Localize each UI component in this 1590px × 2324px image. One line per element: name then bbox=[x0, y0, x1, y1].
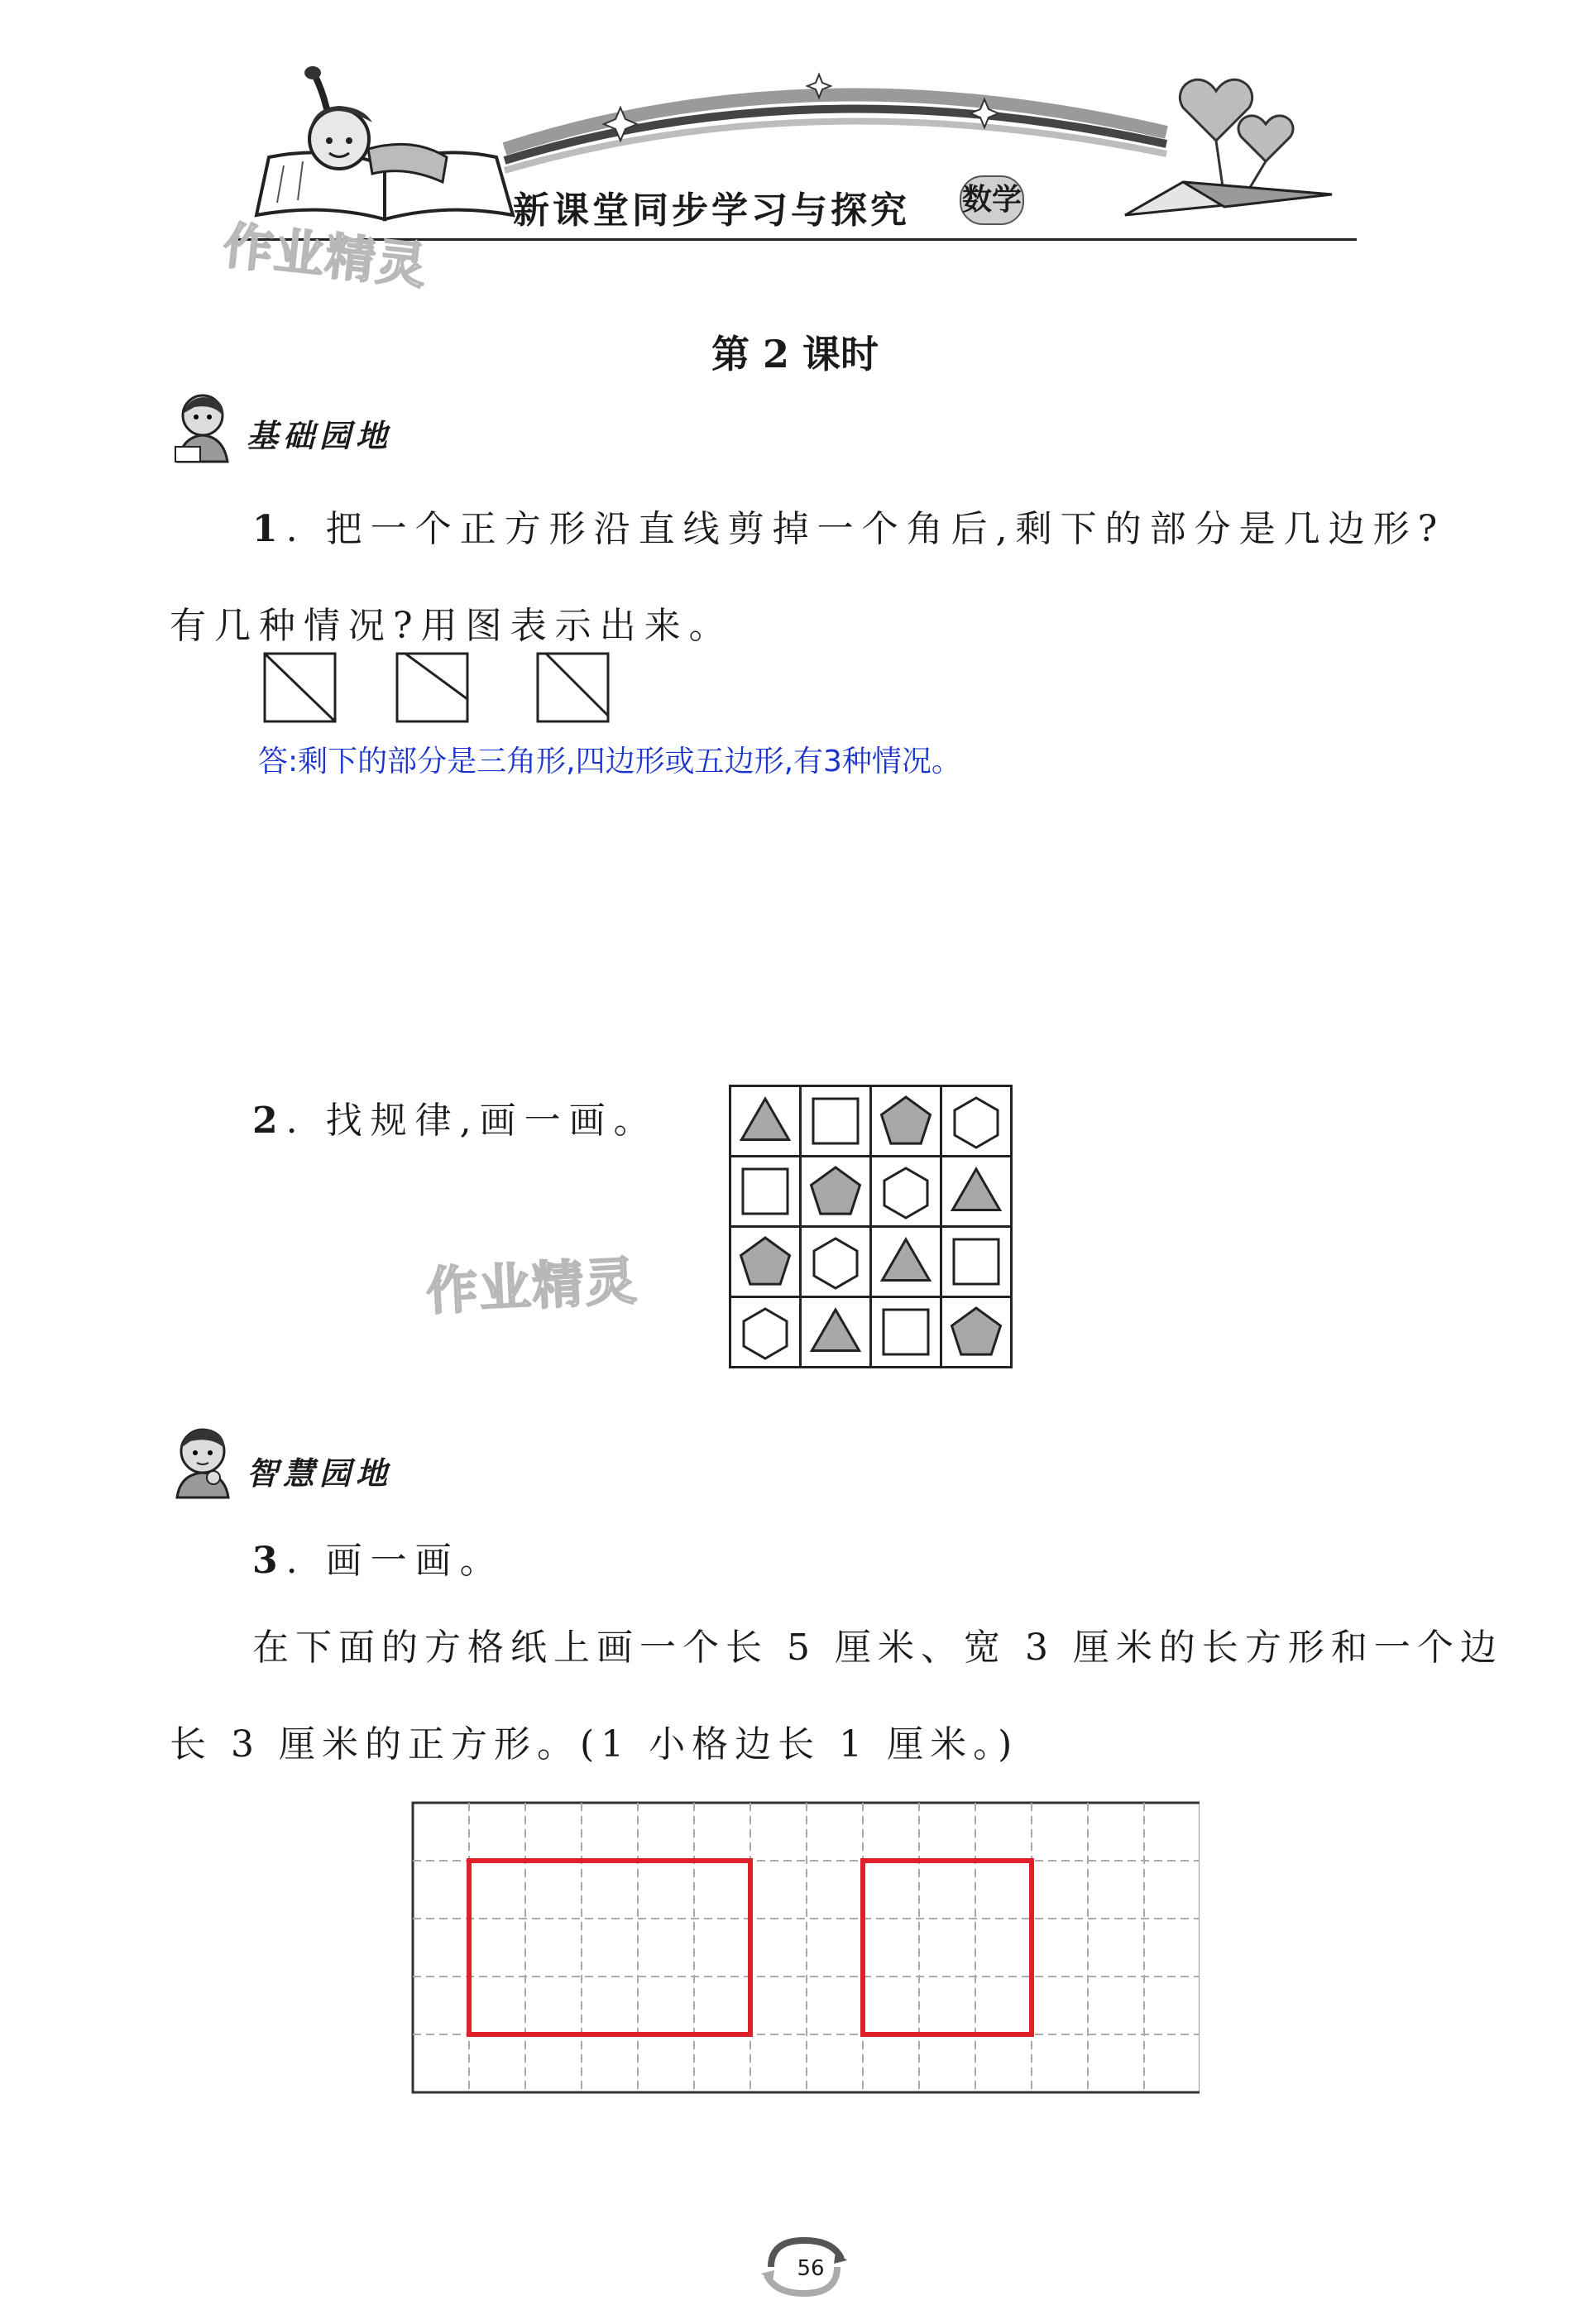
lesson-title: 第 2 课时 bbox=[711, 332, 879, 376]
watermark-center: 作业精灵 bbox=[424, 1250, 640, 1322]
thinking-boy-icon bbox=[165, 1423, 240, 1499]
q1-answer: 答:剩下的部分是三角形,四边形或五边形,有3种情况。 bbox=[258, 745, 961, 779]
q3-number: 3 bbox=[252, 1540, 286, 1582]
book-title: 新课堂同步学习与探究 bbox=[513, 189, 910, 232]
q3-title-line: 3. 画一画。 bbox=[252, 1540, 505, 1582]
q1-number: 1 bbox=[252, 508, 286, 550]
square-shape bbox=[884, 1310, 928, 1354]
q1-text-1: 把一个正方形沿直线剪掉一个角后,剩下的部分是几边形? bbox=[325, 508, 1446, 550]
cut-square-corner-b bbox=[538, 654, 608, 721]
q3-line1: 在下面的方格纸上画一个长 5 厘米、宽 3 厘米的长方形和一个边 bbox=[252, 1627, 1503, 1669]
hexagon-shape bbox=[744, 1309, 787, 1358]
q2-number: 2 bbox=[252, 1100, 286, 1142]
q1-line1: 1. 把一个正方形沿直线剪掉一个角后,剩下的部分是几边形? bbox=[252, 508, 1446, 550]
q1-cut-squares bbox=[261, 649, 625, 728]
pattern-grid bbox=[728, 1084, 1013, 1369]
q2-text: 找规律,画一画。 bbox=[325, 1100, 659, 1142]
cut-square-corner-a bbox=[397, 654, 467, 721]
hexagon-shape bbox=[884, 1168, 927, 1218]
rainbow-arc bbox=[505, 95, 1166, 170]
hexagon-shape bbox=[814, 1239, 857, 1288]
girl-reading-icon bbox=[304, 66, 447, 182]
q3-title: 画一画。 bbox=[325, 1540, 505, 1582]
section-heading-basic: 基础园地 bbox=[247, 418, 393, 454]
q2-line: 2. 找规律,画一画。 bbox=[252, 1100, 659, 1142]
square-shape bbox=[813, 1099, 858, 1143]
q1-line2: 有几种情况?用图表示出来。 bbox=[170, 605, 734, 647]
student-avatar-icon bbox=[165, 389, 240, 463]
paper-plane-icon bbox=[1125, 182, 1332, 215]
square-shape bbox=[743, 1169, 788, 1214]
page-number: 56 bbox=[797, 2256, 825, 2281]
square-shape bbox=[954, 1239, 999, 1284]
q3-line2: 长 3 厘米的正方形。(1 小格边长 1 厘米。) bbox=[170, 1723, 1019, 1766]
section-heading-wisdom: 智慧园地 bbox=[247, 1455, 393, 1492]
square-grid bbox=[409, 1799, 1200, 2101]
subject-badge: 数学 bbox=[960, 175, 1024, 225]
watermark: 作业精灵 bbox=[220, 217, 431, 296]
hexagon-shape bbox=[955, 1098, 998, 1148]
